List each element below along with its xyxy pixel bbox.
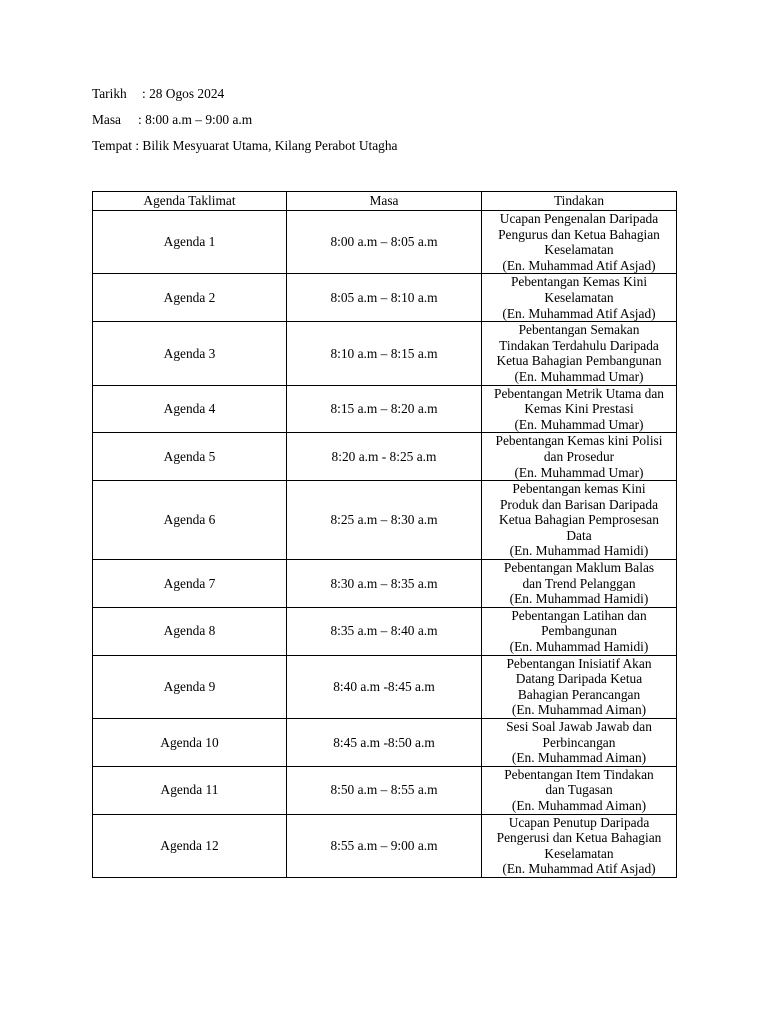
action-line: Bahagian Perancangan — [517, 686, 641, 702]
agenda-cell: Agenda 8 — [93, 607, 287, 655]
agenda-cell: Agenda 11 — [93, 766, 287, 814]
action-line: Sesi Soal Jawab Jawab dan — [506, 719, 652, 734]
action-line: Pebentangan Item Tindakan — [504, 766, 654, 782]
agenda-cell: Agenda 5 — [93, 433, 287, 481]
table-row — [93, 719, 677, 767]
action-line: (En. Muhammad Aiman) — [511, 750, 647, 766]
action-cell — [482, 655, 677, 718]
time-cell: 8:25 a.m – 8:30 a.m — [287, 481, 482, 560]
action-cell — [482, 274, 677, 322]
action-cell — [482, 814, 677, 877]
table-header-row — [93, 192, 677, 211]
time-cell: 8:10 a.m – 8:15 a.m — [287, 322, 482, 385]
action-line: dan Tugasan — [545, 782, 613, 798]
agenda-cell: Agenda 6 — [93, 481, 287, 560]
agenda-cell: Agenda 9 — [93, 655, 287, 718]
header-agenda: Agenda Taklimat — [93, 192, 287, 211]
time-cell: 8:45 a.m -8:50 a.m — [287, 719, 482, 767]
action-line: Tindakan Terdahulu Daripada — [499, 337, 659, 353]
agenda-cell: Agenda 10 — [93, 719, 287, 767]
action-line: (En. Muhammad Aiman) — [511, 797, 647, 813]
action-line: Ketua Bahagian Pembangunan — [496, 353, 662, 369]
action-line: Ucapan Pengenalan Daripada — [499, 211, 659, 226]
action-line: Pengerusi dan Ketua Bahagian — [496, 830, 662, 846]
place-label: Tempat — [92, 138, 132, 153]
action-line: dan Prosedur — [543, 448, 615, 464]
action-cell — [482, 211, 677, 274]
action-line: Pebentangan Latihan dan — [511, 607, 647, 623]
action-line: Keselamatan — [544, 289, 614, 305]
action-line: (En. Muhammad Aiman) — [511, 702, 647, 718]
action-line: Keselamatan — [544, 242, 614, 258]
action-cell — [482, 719, 677, 767]
action-line: (En. Muhammad Atif Asjad) — [502, 257, 656, 273]
agenda-cell: Agenda 1 — [93, 211, 287, 274]
place-value: : Bilik Mesyuarat Utama, Kilang Perabot Utagha — [135, 138, 398, 153]
header-time: Masa — [287, 192, 482, 211]
table-row — [93, 814, 677, 877]
meta-time — [92, 112, 252, 128]
action-line: Produk dan Barisan Daripada — [499, 496, 659, 512]
table-row — [93, 481, 677, 560]
date-value: : 28 Ogos 2024 — [142, 86, 225, 101]
time-cell: 8:15 a.m – 8:20 a.m — [287, 385, 482, 433]
header-action: Tindakan — [482, 192, 677, 211]
action-cell — [482, 433, 677, 481]
time-cell: 8:05 a.m – 8:10 a.m — [287, 274, 482, 322]
time-cell: 8:30 a.m – 8:35 a.m — [287, 560, 482, 608]
table-row — [93, 607, 677, 655]
action-line: (En. Muhammad Umar) — [514, 464, 644, 480]
table-row — [93, 385, 677, 433]
action-line: Ucapan Penutup Daripada — [508, 814, 650, 830]
table-row — [93, 274, 677, 322]
agenda-cell: Agenda 12 — [93, 814, 287, 877]
agenda-cell: Agenda 3 — [93, 322, 287, 385]
action-line: Pebentangan Inisiatif Akan — [506, 655, 652, 671]
action-cell — [482, 607, 677, 655]
action-line: Pebentangan kemas Kini — [512, 481, 646, 497]
action-line: Pebentangan Metrik Utama dan — [494, 385, 664, 401]
time-cell: 8:50 a.m – 8:55 a.m — [287, 766, 482, 814]
action-cell — [482, 385, 677, 433]
time-cell: 8:20 a.m - 8:25 a.m — [287, 433, 482, 481]
action-line: Perbincangan — [542, 734, 616, 750]
action-line: Ketua Bahagian Pemprosesan — [499, 512, 659, 528]
action-line: Kemas Kini Prestasi — [524, 401, 634, 417]
action-line: (En. Muhammad Hamidi) — [509, 591, 649, 607]
action-cell — [482, 766, 677, 814]
action-line: (En. Muhammad Atif Asjad) — [502, 861, 656, 877]
action-line: Pengurus dan Ketua Bahagian — [498, 226, 660, 242]
action-line: dan Trend Pelanggan — [522, 575, 636, 591]
agenda-table — [92, 191, 677, 878]
meta-place — [92, 138, 398, 154]
table-row — [93, 655, 677, 718]
time-cell: 8:35 a.m – 8:40 a.m — [287, 607, 482, 655]
table-row — [93, 766, 677, 814]
action-line: (En. Muhammad Atif Asjad) — [502, 305, 656, 321]
agenda-table-body — [93, 211, 677, 878]
action-line: (En. Muhammad Hamidi) — [509, 639, 649, 655]
table-row — [93, 322, 677, 385]
action-line: Datang Daripada Ketua — [515, 671, 643, 687]
time-cell: 8:40 a.m -8:45 a.m — [287, 655, 482, 718]
agenda-cell: Agenda 4 — [93, 385, 287, 433]
action-line: (En. Muhammad Umar) — [514, 368, 644, 384]
time-value: : 8:00 a.m – 9:00 a.m — [138, 112, 253, 127]
action-line: Pebentangan Semakan — [518, 322, 640, 338]
agenda-cell: Agenda 2 — [93, 274, 287, 322]
action-line: Pembangunan — [541, 623, 617, 639]
action-line: Pebentangan Maklum Balas — [503, 560, 655, 576]
table-row — [93, 211, 677, 274]
action-line: (En. Muhammad Hamidi) — [509, 543, 649, 559]
time-cell: 8:55 a.m – 9:00 a.m — [287, 814, 482, 877]
action-line: Data — [566, 527, 592, 543]
action-line: (En. Muhammad Umar) — [514, 416, 644, 432]
date-label: Tarikh — [92, 86, 127, 101]
action-cell — [482, 322, 677, 385]
action-line: Pebentangan Kemas Kini — [510, 274, 648, 290]
action-cell — [482, 560, 677, 608]
table-row — [93, 433, 677, 481]
action-line: Pebentangan Kemas kini Polisi — [495, 433, 663, 449]
time-cell: 8:00 a.m – 8:05 a.m — [287, 211, 482, 274]
meta-date — [92, 86, 224, 102]
action-line: Keselamatan — [544, 845, 614, 861]
table-row — [93, 560, 677, 608]
action-cell — [482, 481, 677, 560]
time-label: Masa — [92, 112, 122, 127]
agenda-cell: Agenda 7 — [93, 560, 287, 608]
